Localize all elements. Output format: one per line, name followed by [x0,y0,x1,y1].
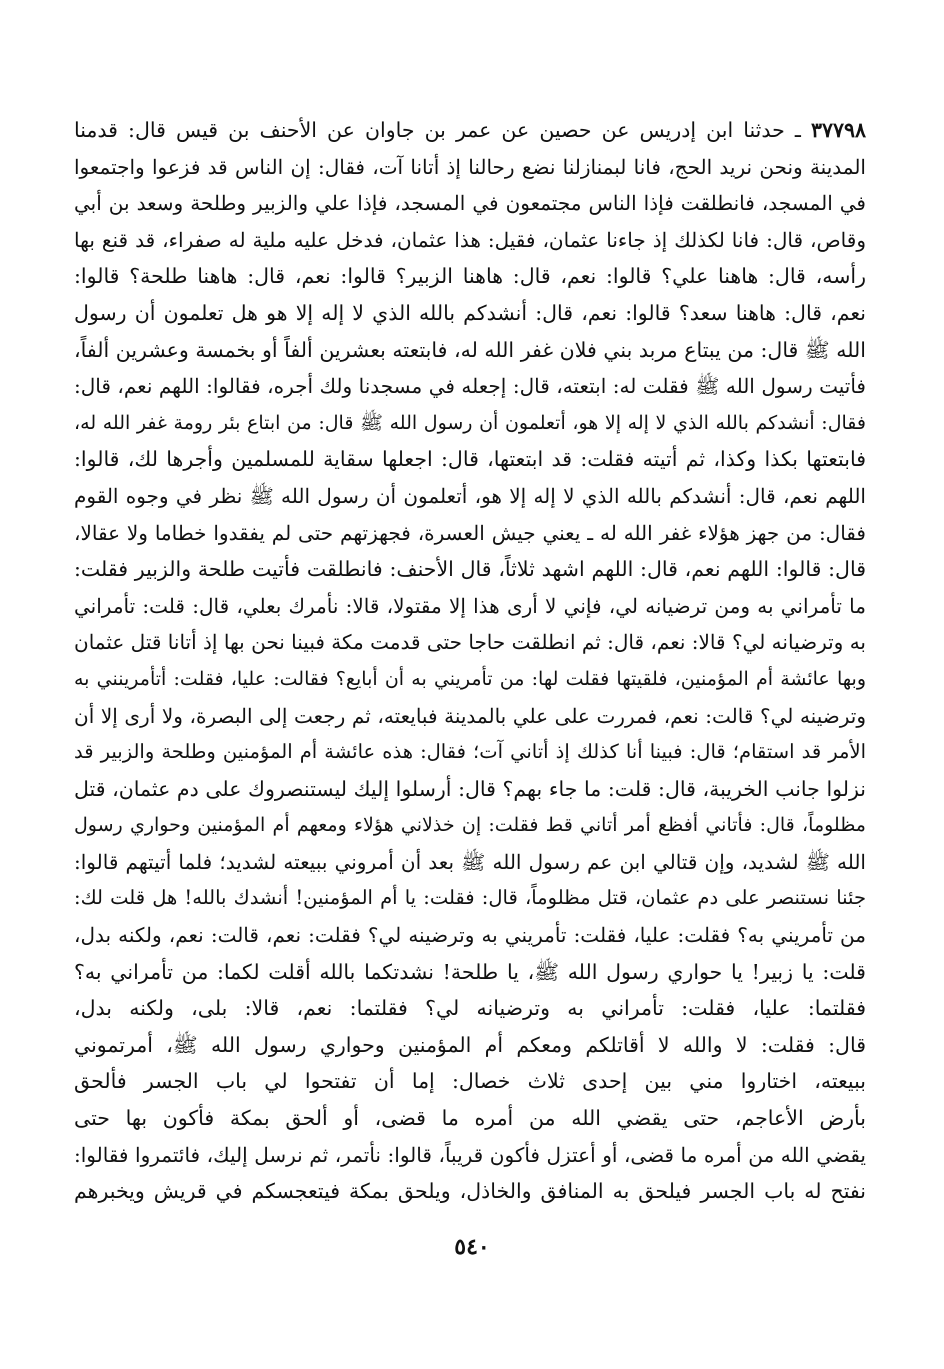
text-line-19: نزلوا جانب الخريبة، قال: قلت: ما جاء بهم؟ قال: أرسلوا إليك ليستنصروك على دم عثمان، قتل [74,776,866,801]
text-line-2: المدينة ونحن نريد الحج، فانا لبمنازلنا نضع رحالنا إذ أتانا آت، فقال: إن الناس قد فزعوا واجتمعوا [74,154,866,179]
text-line-27: ببيعته، اختاروا مني بين إحدى ثلاث خصال: إما أن تفتحوا لي باب الجسر فألحق [74,1069,866,1094]
text-line-4: وقاص، قال: فانا لكذلك إذ جاءنا عثمان، فقيل: هذا عثمان، فدخل عليه ملية له صفراء، قد قنع بها [74,227,866,252]
text-line-5: رأسه، قال: هاهنا علي؟ قالوا: نعم، قال: هاهنا الزبير؟ قالوا: نعم، قال: هاهنا طلحة؟ قالوا: [74,264,866,289]
text-line-18: الأمر قد استقام؛ قال: فبينا أنا كذلك إذ أتاني آت؛ فقال: هذه عائشة أم المؤمنين وطلحة والزبير قد [74,740,866,764]
text-line-14: ما تأمراني به ومن ترضيانه لي، فإني لا أرى هذا إلا مقتولا، قالا: نأمرك بعلي، قال: قلت: تأمراني [74,593,866,618]
text-line-24: قلت: يا زبير! يا حواري رسول الله ﷺ، يا طلحة! نشدتكما بالله أقلت لكما: من تأمراني به؟ [74,959,866,984]
text-line-8: فأتيت رسول الله ﷺ فقلت له: ابتعته، قال: إجعله في مسجدنا ولك أجره، فقالوا: اللهم نعم، قال: [74,374,866,399]
hadith-text-block [74,112,866,1210]
text-line-7: الله ﷺ قال: من يبتاع مربد بني فلان غفر الله له، فابتعته بعشرين ألفاً أو بخمسة وعشرين ألفاً، [74,337,866,362]
text-line-16: وبها عائشة أم المؤمنين، فلقيتها فقلت لها: من تأمريني به أن أبايع؟ فقالت: عليا، فقلت: أتأمرينني به [74,667,866,690]
text-line-10: فابتعتها بكذا وكذا، ثم أتيته فقلت: قد ابتعتها، قال: اجعلها سقاية للمسلمين وأجرها لك، قالوا: [74,447,866,472]
text-line-17: وترضينه لي؟ قالت: نعم، فمررت على علي بالمدينة فبايعته، ثم رجعت إلى البصرة، ولا أرى إلا أن [74,703,866,728]
text-line-1 [74,112,866,149]
text-line-12: فقال: من جهز هؤلاء غفر الله له ـ يعني جيش العسرة، فجهزتهم حتى لم يفقدوا خطاما ولا عقالا، [74,520,866,545]
hadith-number: ٣٧٧٩٨ [810,118,866,142]
text-line-3: في المسجد، فانطلقت فإذا الناس مجتمعون في المسجد، فإذا علي والزبير وطلحة وسعد بن أبي [74,191,866,216]
text-line-26: قال: فقلت: لا والله لا أقاتلكم ومعكم أم المؤمنين وحواري رسول الله ﷺ، أمرتموني [74,1032,866,1057]
text-line-15: به وترضيانه لي؟ قالا: نعم، قال: ثم انطلقت حاجا حتى قدمت مكة فبينا نحن بها إذ أتانا قتل عثمان [74,630,866,655]
text-line-6: نعم، قال: هاهنا سعد؟ قالوا: نعم، قال: أنشدكم بالله الذي لا إله إلا هو هل تعلمون أن رسول [74,300,866,325]
text-line-20: مظلوماً، قال: فأتاني أفظع أمر أتاني قط فقلت: إن خذلاني هؤلاء ومعهم أم المؤمنين وحواري رسول [74,814,866,837]
text-line-28: بأرض الأعاجم، حتى يقضي الله من أمره ما قضى، أو ألحق بمكة فأكون بها حتى [74,1106,866,1131]
text-line-13: قال: قالوا: اللهم نعم، قال: اللهم اشهد ثلاثاً، قال الأحنف: فانطلقت فأتيت طلحة والزبير فقلت: [74,557,866,582]
text-line-23: من تأمريني به؟ فقلت: عليا، فقلت: تأمريني به وترضينه لي؟ فقلت: نعم، قالت: نعم، ولكنه بدل، [74,923,866,948]
text-line-29: يقضي الله من أمره ما قضى، أو أعتزل فأكون قريباً، قالوا: نأتمر، ثم نرسل إليك، فائتمروا فقالوا: [74,1142,866,1167]
text-line-11: اللهم نعم، قال: أنشدكم بالله الذي لا إله إلا هو، أتعلمون أن رسول الله ﷺ نظر في وجوه القوم [74,483,866,508]
text-line-21: الله ﷺ لشديد، وإن قتالي ابن عم رسول الله ﷺ بعد أن أمروني ببيعته لشديد؛ فلما أتيتهم قالوا: [74,849,866,874]
text-line-25: فقلتما: عليا، فقلت: تأمراني به وترضيانه لي؟ فقلتما: نعم، قالا: بلى، ولكنه بدل، [74,996,866,1021]
page-number: ٥٤٠ [454,1234,490,1260]
text-line-22: جئنا نستنصر على دم عثمان، قتل مظلوماً، قال: فقلت: يا أم المؤمنين! أنشدك بالله! هل قلت لك: [74,886,866,910]
text-line-30: نفتح له باب الجسر فيلحق به المنافق والخاذل، ويلحق بمكة فيتعجسكم في قريش ويخبرهم [74,1179,866,1204]
text-line-9: فقال: أنشدكم بالله الذي لا إله إلا هو، أتعلمون أن رسول الله ﷺ قال: من ابتاع بئر رومة غفر الله له، [74,411,866,434]
text-line-1-content: ـ حدثنا ابن إدريس عن حصين عن عمر بن جاوان عن الأحنف بن قيس قال: قدمنا [74,118,811,142]
